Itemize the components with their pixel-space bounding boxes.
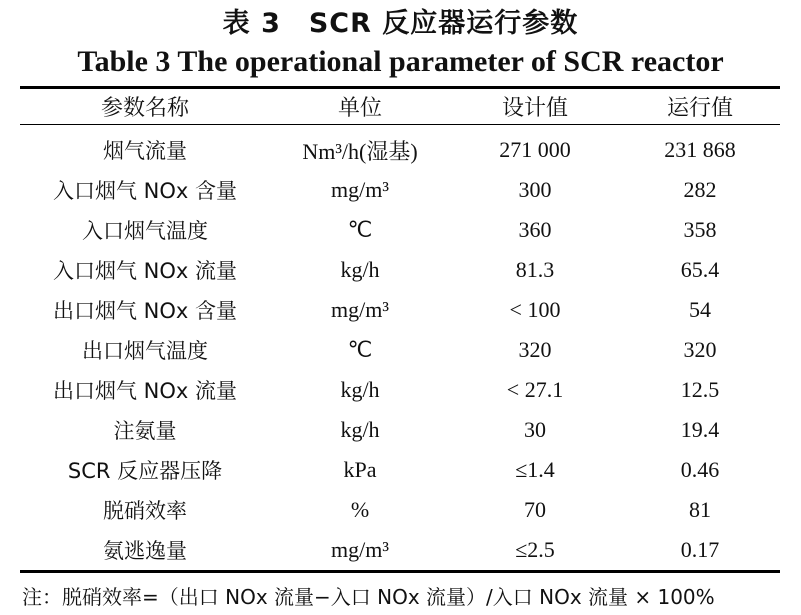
table-row xyxy=(20,130,780,170)
table-row xyxy=(20,250,780,290)
design-value-cell: 300 xyxy=(518,177,552,202)
table-row xyxy=(20,330,780,370)
table-row xyxy=(20,490,780,530)
header-design-value: 设计值 xyxy=(501,95,568,121)
parameter-name-cell: SCR 反应器压降 xyxy=(67,459,223,483)
operating-value-cell: 54 xyxy=(689,297,711,322)
parameter-name-cell: 出口烟气 NOx 含量 xyxy=(52,299,238,323)
table-footnote: 注：脱硝效率=（出口 NOx 流量−入口 NOx 流量）/入口 NOx 流量 × 100% xyxy=(22,585,715,609)
parameter-name-cell: 入口烟气 NOx 含量 xyxy=(52,179,238,203)
table-row xyxy=(20,290,780,330)
operating-value-cell: 19.4 xyxy=(680,417,720,442)
design-value-cell: 360 xyxy=(518,217,552,242)
header-operating-value: 运行值 xyxy=(666,95,733,121)
table-row xyxy=(20,410,780,450)
parameter-name-cell: 注氨量 xyxy=(113,419,177,443)
operating-value-cell: 358 xyxy=(683,217,717,242)
operating-value-cell: 0.46 xyxy=(680,457,720,482)
table-row xyxy=(20,530,780,570)
table-row xyxy=(20,370,780,410)
operating-value-cell: 81 xyxy=(689,497,711,522)
parameter-name-cell: 脱硝效率 xyxy=(103,499,187,523)
unit-cell: % xyxy=(350,497,370,522)
unit-cell: ℃ xyxy=(347,217,373,242)
header-parameter-name: 参数名称 xyxy=(100,95,189,121)
table-row xyxy=(20,450,780,490)
unit-cell: kg/h xyxy=(340,417,380,442)
unit-cell: kg/h xyxy=(340,377,380,402)
parameter-name-cell: 出口烟气 NOx 流量 xyxy=(52,379,238,403)
table-bottom-rule xyxy=(20,570,780,573)
table-caption-chinese: 表 3 SCR 反应器运行参数 xyxy=(222,8,579,39)
unit-cell: mg/m³ xyxy=(331,297,389,322)
parameter-name-cell: 出口烟气温度 xyxy=(82,339,208,363)
operating-value-cell: 282 xyxy=(683,177,717,202)
operating-value-cell: 12.5 xyxy=(680,377,720,402)
operating-value-cell: 231 868 xyxy=(664,137,736,162)
unit-cell: kg/h xyxy=(340,257,380,282)
parameter-name-cell: 氨逃逸量 xyxy=(103,539,187,563)
table-header-rule xyxy=(20,124,780,125)
design-value-cell: 271 000 xyxy=(499,137,571,162)
design-value-cell: ≤1.4 xyxy=(515,457,555,482)
parameter-name-cell: 入口烟气温度 xyxy=(82,219,208,243)
header-unit: 单位 xyxy=(337,95,382,121)
unit-cell: ℃ xyxy=(347,337,373,362)
design-value-cell: < 27.1 xyxy=(506,377,564,402)
table-header-row xyxy=(20,86,780,126)
table-caption-english: Table 3 The operational parameter of SCR reactor xyxy=(77,45,724,78)
parameter-name-cell: 入口烟气 NOx 流量 xyxy=(52,259,238,283)
design-value-cell: ≤2.5 xyxy=(515,537,555,562)
table-row xyxy=(20,210,780,250)
parameter-name-cell: 烟气流量 xyxy=(103,139,187,163)
operating-value-cell: 0.17 xyxy=(680,537,720,562)
design-value-cell: < 100 xyxy=(509,297,561,322)
unit-cell: Nm³/h(湿基) xyxy=(302,138,418,164)
operating-value-cell: 320 xyxy=(683,337,717,362)
table-row xyxy=(20,170,780,210)
design-value-cell: 320 xyxy=(518,337,552,362)
unit-cell: mg/m³ xyxy=(331,177,389,202)
design-value-cell: 70 xyxy=(524,497,546,522)
unit-cell: mg/m³ xyxy=(331,537,389,562)
operating-value-cell: 65.4 xyxy=(680,257,720,282)
unit-cell: kPa xyxy=(343,457,377,482)
design-value-cell: 30 xyxy=(524,417,546,442)
design-value-cell: 81.3 xyxy=(515,257,555,282)
